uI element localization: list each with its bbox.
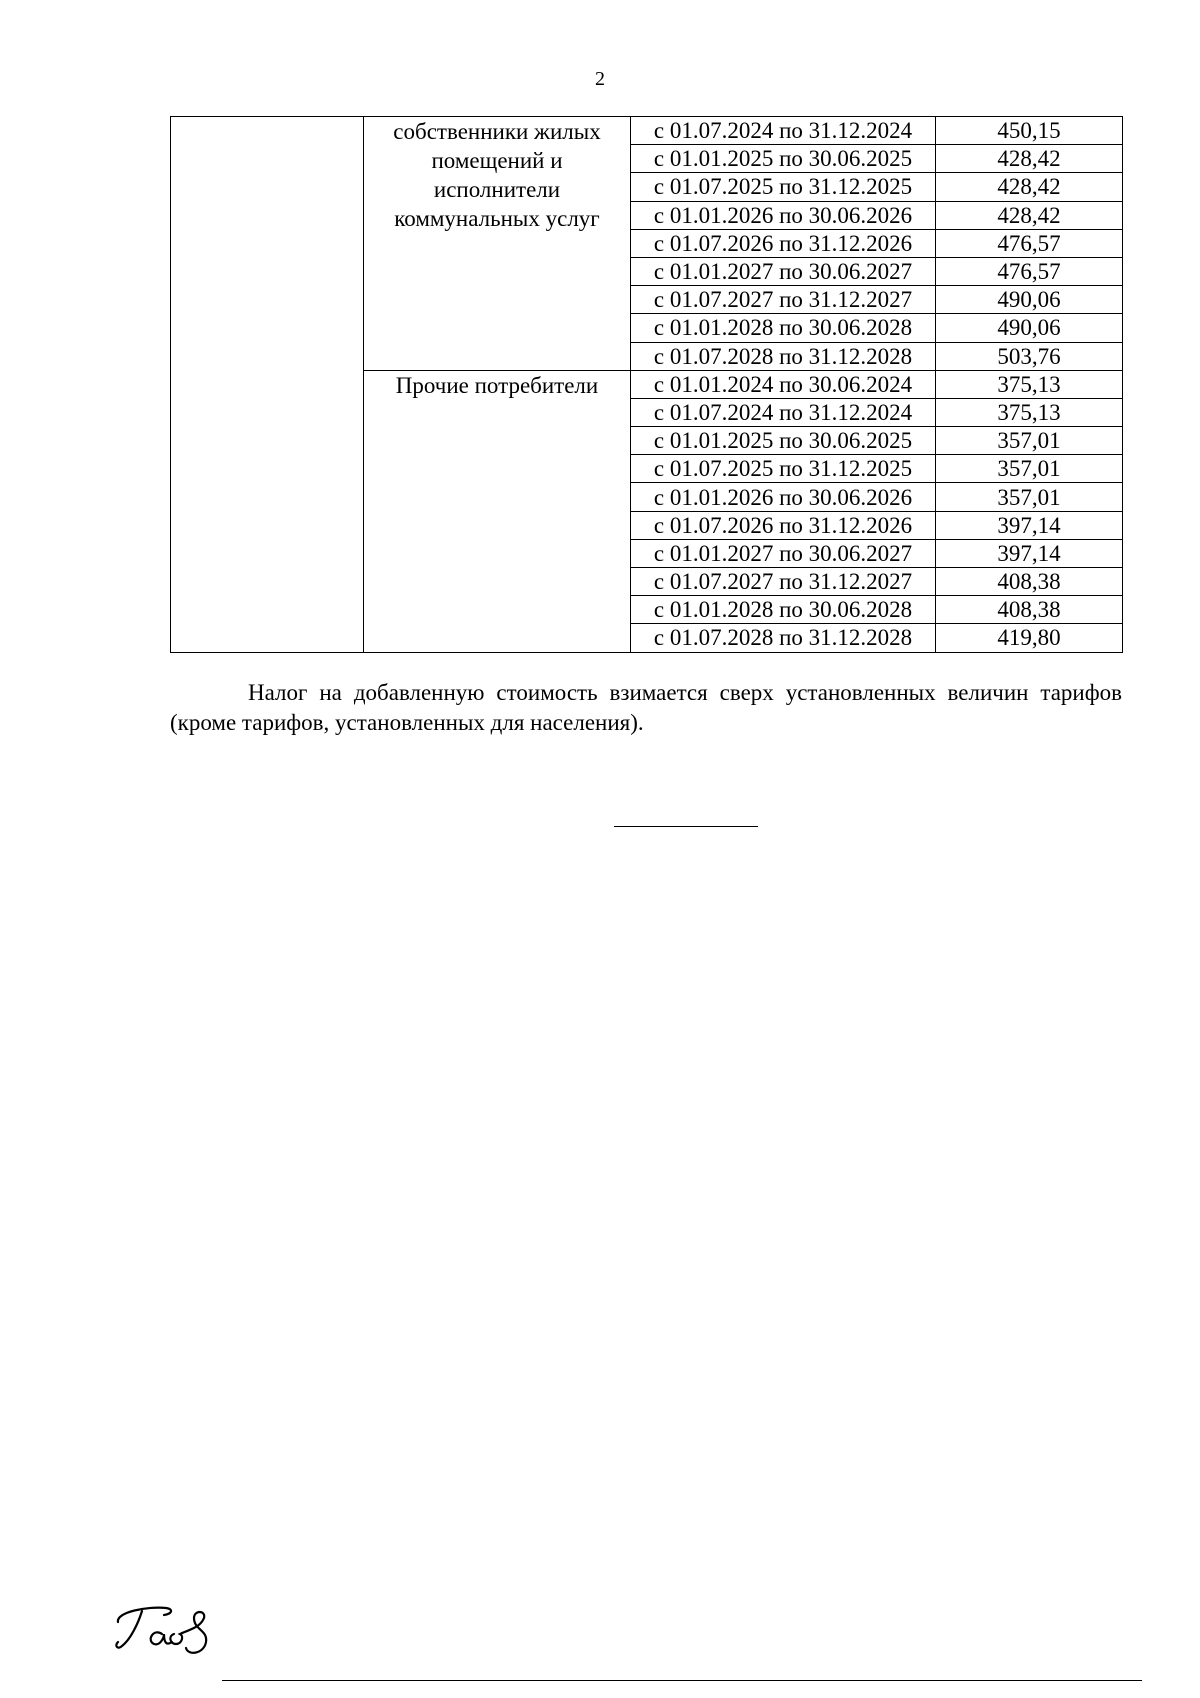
tariff-value-cell: 408,38 <box>936 596 1123 624</box>
period-cell: с 01.01.2028 по 30.06.2028 <box>631 314 936 342</box>
period-cell: с 01.07.2025 по 31.12.2025 <box>631 173 936 201</box>
period-cell: с 01.01.2025 по 30.06.2025 <box>631 145 936 173</box>
period-cell: с 01.01.2027 по 30.06.2027 <box>631 257 936 285</box>
tariff-table-body <box>171 117 1123 653</box>
period-cell: с 01.07.2024 по 31.12.2024 <box>631 398 936 426</box>
consumer-category-cell: Прочие потребители <box>364 370 631 652</box>
tariff-table <box>170 116 1123 653</box>
period-cell: с 01.01.2026 по 30.06.2026 <box>631 201 936 229</box>
period-cell: с 01.01.2026 по 30.06.2026 <box>631 483 936 511</box>
tariff-value-cell: 428,42 <box>936 173 1123 201</box>
footer-rule <box>222 1680 1142 1681</box>
tariff-value-cell: 375,13 <box>936 370 1123 398</box>
period-cell: с 01.07.2024 по 31.12.2024 <box>631 117 936 145</box>
table-row <box>171 117 1123 145</box>
period-cell: с 01.07.2026 по 31.12.2026 <box>631 229 936 257</box>
period-cell: с 01.07.2028 по 31.12.2028 <box>631 624 936 652</box>
page-number: 2 <box>595 68 605 90</box>
period-cell: с 01.07.2026 по 31.12.2026 <box>631 511 936 539</box>
tariff-value-cell: 428,42 <box>936 201 1123 229</box>
tariff-value-cell: 503,76 <box>936 342 1123 370</box>
tariff-value-cell: 428,42 <box>936 145 1123 173</box>
tariff-value-cell: 490,06 <box>936 286 1123 314</box>
tariff-value-cell: 357,01 <box>936 427 1123 455</box>
tariff-value-cell: 357,01 <box>936 455 1123 483</box>
end-of-text-divider <box>614 826 758 827</box>
handwritten-signature-icon <box>108 1600 228 1669</box>
vat-note: Налог на добавленную стоимость взимается сверх установленных величин тарифов (кроме тарифов, установленных для населения). <box>170 680 1122 735</box>
consumer-category-cell: собственники жилых помещений и исполнители коммунальных услуг <box>364 117 631 371</box>
tariff-value-cell: 450,15 <box>936 117 1123 145</box>
tariff-value-cell: 397,14 <box>936 539 1123 567</box>
period-cell: с 01.07.2025 по 31.12.2025 <box>631 455 936 483</box>
tariff-value-cell: 476,57 <box>936 229 1123 257</box>
tariff-value-cell: 397,14 <box>936 511 1123 539</box>
period-cell: с 01.07.2027 по 31.12.2027 <box>631 286 936 314</box>
tariff-value-cell: 357,01 <box>936 483 1123 511</box>
period-cell: с 01.01.2027 по 30.06.2027 <box>631 539 936 567</box>
tariff-value-cell: 375,13 <box>936 398 1123 426</box>
period-cell: с 01.01.2024 по 30.06.2024 <box>631 370 936 398</box>
tariff-value-cell: 476,57 <box>936 257 1123 285</box>
tariff-value-cell: 490,06 <box>936 314 1123 342</box>
period-cell: с 01.01.2028 по 30.06.2028 <box>631 596 936 624</box>
period-cell: с 01.07.2028 по 31.12.2028 <box>631 342 936 370</box>
period-cell: с 01.01.2025 по 30.06.2025 <box>631 427 936 455</box>
period-cell: с 01.07.2027 по 31.12.2027 <box>631 568 936 596</box>
tariff-value-cell: 408,38 <box>936 568 1123 596</box>
empty-first-column-cell <box>171 117 364 653</box>
tariff-value-cell: 419,80 <box>936 624 1123 652</box>
